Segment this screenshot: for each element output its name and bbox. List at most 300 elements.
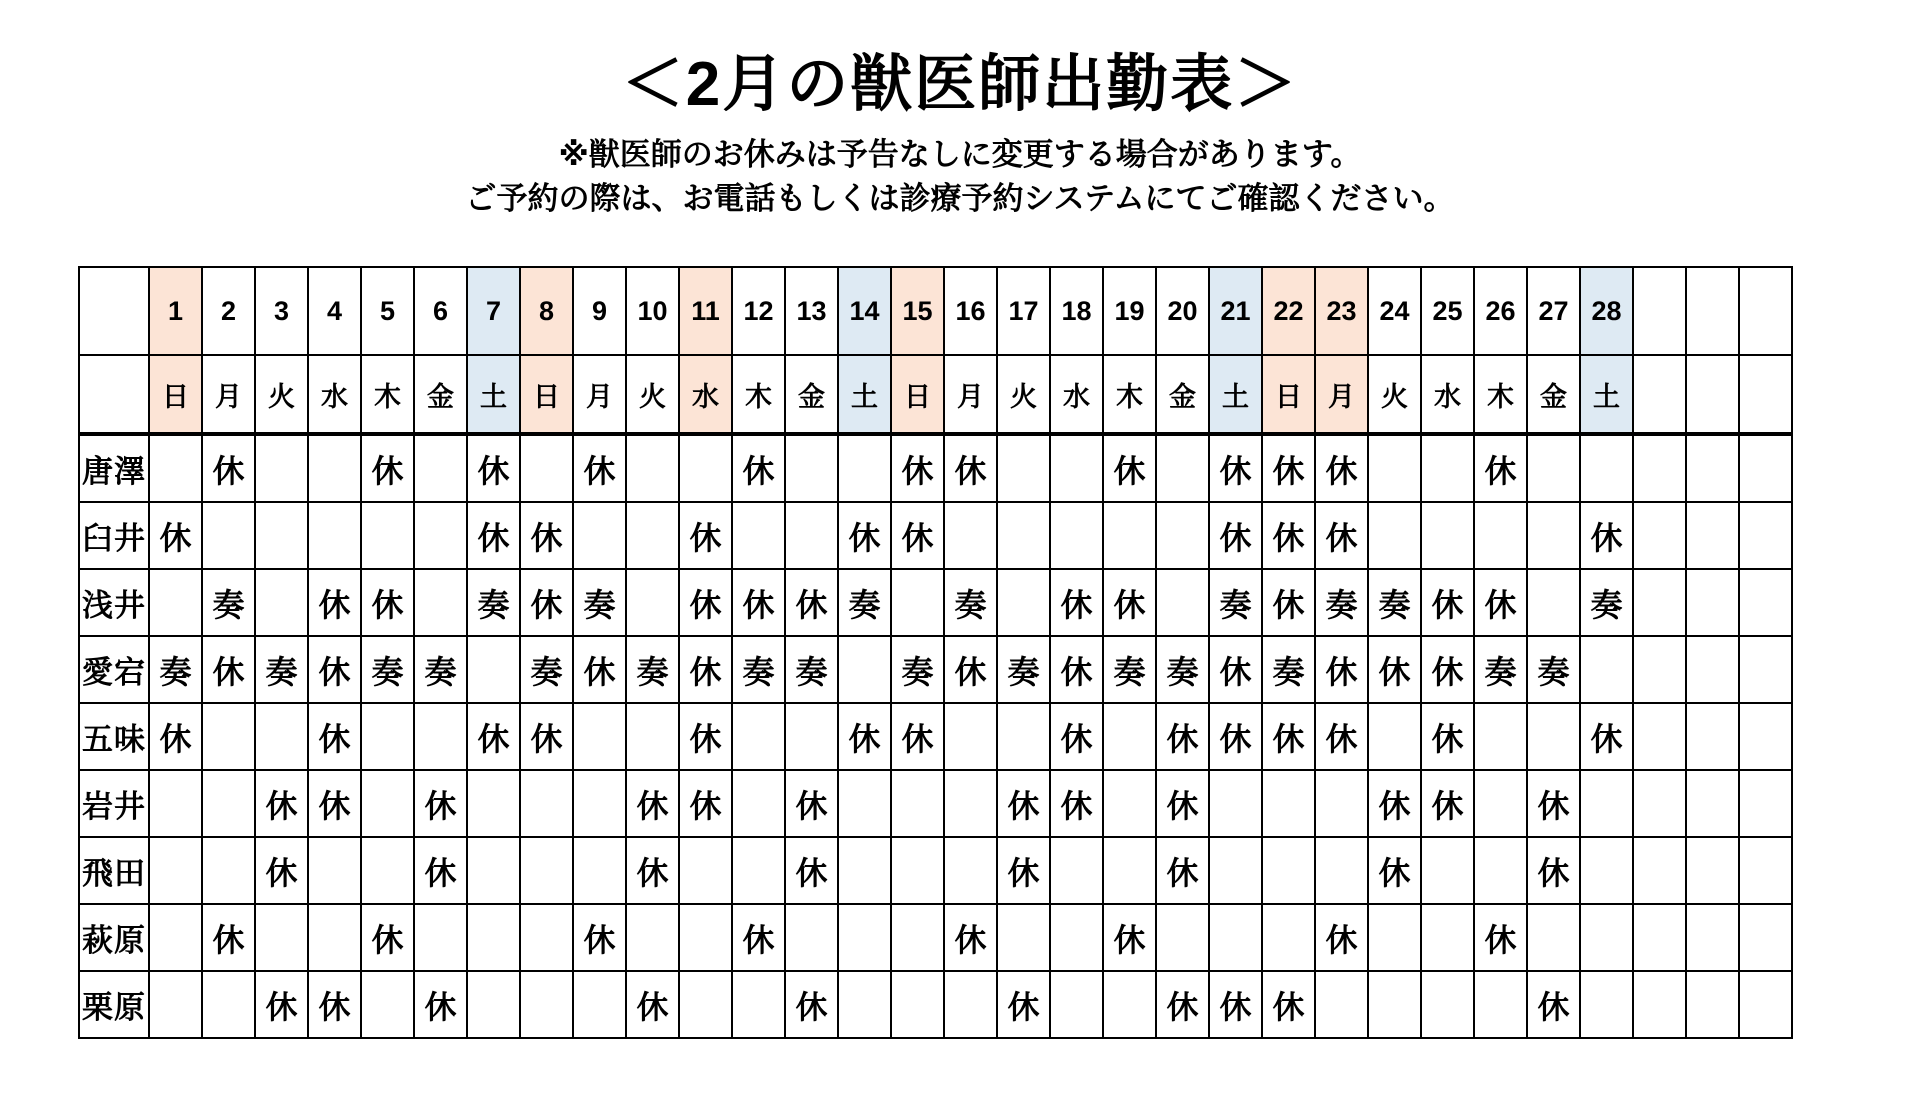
date-cell: 3 [255, 267, 308, 355]
mark-cell: 休 [785, 770, 838, 837]
empty-mark-cell [202, 837, 255, 904]
mark-cell: 休 [626, 770, 679, 837]
empty-mark-cell [1633, 971, 1686, 1038]
vet-name-cell: 岩井 [79, 770, 149, 837]
mark-cell: 休 [1262, 502, 1315, 569]
empty-mark-cell [1527, 434, 1580, 502]
date-cell: 2 [202, 267, 255, 355]
empty-mark-cell [1739, 971, 1792, 1038]
empty-mark-cell [997, 434, 1050, 502]
empty-mark-cell [679, 971, 732, 1038]
empty-mark-cell [255, 904, 308, 971]
empty-mark-cell [1474, 502, 1527, 569]
dow-cell: 金 [1156, 355, 1209, 434]
empty-mark-cell [1474, 971, 1527, 1038]
dow-cell: 水 [308, 355, 361, 434]
mark-cell: 休 [1103, 434, 1156, 502]
mark-cell: 休 [255, 770, 308, 837]
mark-cell: 休 [361, 569, 414, 636]
mark-cell: 奏 [149, 636, 202, 703]
mark-cell: 休 [944, 434, 997, 502]
mark-cell: 奏 [944, 569, 997, 636]
mark-cell: 奏 [255, 636, 308, 703]
mark-cell: 休 [202, 904, 255, 971]
dow-cell: 日 [1262, 355, 1315, 434]
dow-cell: 火 [1368, 355, 1421, 434]
empty-mark-cell [520, 904, 573, 971]
mark-cell: 休 [785, 837, 838, 904]
date-cell: 15 [891, 267, 944, 355]
mark-cell: 休 [1103, 569, 1156, 636]
date-cell: 6 [414, 267, 467, 355]
date-cell: 4 [308, 267, 361, 355]
mark-cell: 休 [1368, 770, 1421, 837]
mark-cell: 休 [308, 569, 361, 636]
mark-cell: 休 [997, 837, 1050, 904]
empty-mark-cell [626, 703, 679, 770]
empty-mark-cell [1633, 636, 1686, 703]
empty-mark-cell [997, 904, 1050, 971]
empty-mark-cell [1580, 636, 1633, 703]
empty-mark-cell [520, 837, 573, 904]
empty-mark-cell [467, 904, 520, 971]
empty-mark-cell [573, 837, 626, 904]
mark-cell: 休 [626, 837, 679, 904]
empty-mark-cell [679, 837, 732, 904]
empty-mark-cell [838, 971, 891, 1038]
mark-cell: 休 [1368, 837, 1421, 904]
empty-mark-cell [149, 569, 202, 636]
empty-mark-cell [361, 770, 414, 837]
empty-mark-cell [1421, 502, 1474, 569]
empty-mark-cell [255, 502, 308, 569]
date-cell: 13 [785, 267, 838, 355]
empty-mark-cell [1686, 703, 1739, 770]
empty-mark-cell [467, 837, 520, 904]
empty-mark-cell [1050, 837, 1103, 904]
mark-cell: 休 [467, 703, 520, 770]
empty-mark-cell [1156, 904, 1209, 971]
mark-cell: 休 [1580, 502, 1633, 569]
empty-mark-cell [1421, 434, 1474, 502]
empty-mark-cell [414, 703, 467, 770]
empty-mark-cell [1686, 434, 1739, 502]
vet-name-cell: 浅井 [79, 569, 149, 636]
empty-mark-cell [891, 770, 944, 837]
empty-mark-cell [1686, 502, 1739, 569]
mark-cell: 休 [1209, 703, 1262, 770]
dow-cell: 火 [626, 355, 679, 434]
empty-mark-cell [1421, 971, 1474, 1038]
mark-cell: 奏 [626, 636, 679, 703]
mark-cell: 休 [1527, 837, 1580, 904]
mark-cell: 休 [732, 569, 785, 636]
mark-cell: 休 [202, 434, 255, 502]
dow-cell: 日 [891, 355, 944, 434]
empty-mark-cell [308, 502, 361, 569]
empty-mark-cell [1527, 904, 1580, 971]
mark-cell: 休 [361, 904, 414, 971]
empty-mark-cell [732, 971, 785, 1038]
dow-cell: 火 [255, 355, 308, 434]
dow-cell: 金 [414, 355, 467, 434]
date-cell: 19 [1103, 267, 1156, 355]
dow-cell: 火 [997, 355, 1050, 434]
empty-mark-cell [997, 703, 1050, 770]
mark-cell: 休 [308, 770, 361, 837]
dow-cell: 木 [732, 355, 785, 434]
attendance-table [78, 266, 1793, 1039]
mark-cell: 奏 [1527, 636, 1580, 703]
mark-cell: 奏 [202, 569, 255, 636]
empty-mark-cell [1315, 971, 1368, 1038]
dow-cell: 水 [1421, 355, 1474, 434]
empty-mark-cell [414, 904, 467, 971]
corner-cell [79, 267, 149, 355]
empty-mark-cell [1580, 770, 1633, 837]
empty-mark-cell [1686, 569, 1739, 636]
mark-cell: 奏 [1103, 636, 1156, 703]
mark-cell: 休 [785, 569, 838, 636]
mark-cell: 休 [1474, 904, 1527, 971]
mark-cell: 休 [308, 636, 361, 703]
vet-row [79, 434, 1792, 502]
dow-cell: 土 [1209, 355, 1262, 434]
mark-cell: 休 [414, 837, 467, 904]
empty-header-cell [1633, 355, 1686, 434]
mark-cell: 休 [1262, 434, 1315, 502]
mark-cell: 休 [1315, 636, 1368, 703]
empty-mark-cell [785, 434, 838, 502]
empty-mark-cell [891, 837, 944, 904]
empty-mark-cell [1209, 770, 1262, 837]
empty-mark-cell [308, 434, 361, 502]
empty-header-cell [1686, 267, 1739, 355]
empty-mark-cell [1580, 971, 1633, 1038]
vet-row [79, 569, 1792, 636]
mark-cell: 休 [732, 434, 785, 502]
mark-cell: 休 [891, 703, 944, 770]
empty-mark-cell [838, 636, 891, 703]
mark-cell: 休 [997, 971, 1050, 1038]
dow-cell: 月 [944, 355, 997, 434]
empty-mark-cell [202, 703, 255, 770]
empty-mark-cell [361, 971, 414, 1038]
date-cell: 28 [1580, 267, 1633, 355]
date-cell: 21 [1209, 267, 1262, 355]
mark-cell: 休 [838, 703, 891, 770]
date-cell: 26 [1474, 267, 1527, 355]
empty-mark-cell [1262, 837, 1315, 904]
empty-mark-cell [414, 569, 467, 636]
mark-cell: 休 [361, 434, 414, 502]
empty-mark-cell [626, 569, 679, 636]
empty-mark-cell [1633, 837, 1686, 904]
date-cell: 23 [1315, 267, 1368, 355]
dow-cell: 日 [520, 355, 573, 434]
mark-cell: 休 [1209, 434, 1262, 502]
mark-cell: 奏 [997, 636, 1050, 703]
empty-mark-cell [1156, 434, 1209, 502]
vet-row [79, 502, 1792, 569]
date-cell: 12 [732, 267, 785, 355]
mark-cell: 休 [1474, 434, 1527, 502]
empty-mark-cell [785, 904, 838, 971]
date-cell: 20 [1156, 267, 1209, 355]
empty-mark-cell [944, 502, 997, 569]
vet-name-cell: 栗原 [79, 971, 149, 1038]
mark-cell: 休 [1156, 837, 1209, 904]
empty-mark-cell [1262, 770, 1315, 837]
empty-mark-cell [1050, 502, 1103, 569]
date-cell: 14 [838, 267, 891, 355]
mark-cell: 休 [520, 703, 573, 770]
mark-cell: 休 [732, 904, 785, 971]
dow-cell: 水 [679, 355, 732, 434]
empty-mark-cell [573, 971, 626, 1038]
mark-cell: 休 [467, 502, 520, 569]
mark-cell: 休 [1421, 569, 1474, 636]
empty-mark-cell [1633, 703, 1686, 770]
mark-cell: 休 [1156, 770, 1209, 837]
empty-mark-cell [361, 703, 414, 770]
vet-row [79, 904, 1792, 971]
mark-cell: 休 [149, 703, 202, 770]
empty-mark-cell [1474, 770, 1527, 837]
mark-cell: 休 [838, 502, 891, 569]
dow-cell: 木 [1474, 355, 1527, 434]
empty-mark-cell [891, 904, 944, 971]
empty-mark-cell [785, 703, 838, 770]
mark-cell: 休 [679, 502, 732, 569]
mark-cell: 休 [1368, 636, 1421, 703]
empty-mark-cell [1209, 904, 1262, 971]
empty-mark-cell [1527, 569, 1580, 636]
empty-mark-cell [1633, 569, 1686, 636]
empty-mark-cell [891, 971, 944, 1038]
mark-cell: 休 [1262, 971, 1315, 1038]
notice [0, 133, 1920, 221]
empty-mark-cell [1209, 837, 1262, 904]
empty-mark-cell [785, 502, 838, 569]
empty-header-cell [1633, 267, 1686, 355]
mark-cell: 奏 [732, 636, 785, 703]
mark-cell: 休 [1315, 434, 1368, 502]
empty-mark-cell [838, 770, 891, 837]
empty-mark-cell [1739, 502, 1792, 569]
mark-cell: 休 [202, 636, 255, 703]
mark-cell: 奏 [1209, 569, 1262, 636]
mark-cell: 休 [1103, 904, 1156, 971]
empty-mark-cell [944, 703, 997, 770]
mark-cell: 休 [255, 837, 308, 904]
mark-cell: 奏 [1368, 569, 1421, 636]
mark-cell: 休 [1315, 904, 1368, 971]
mark-cell: 休 [785, 971, 838, 1038]
empty-mark-cell [573, 770, 626, 837]
vet-row [79, 971, 1792, 1038]
mark-cell: 休 [1474, 569, 1527, 636]
mark-cell: 休 [679, 770, 732, 837]
vet-name-cell: 愛宕 [79, 636, 149, 703]
mark-cell: 休 [1050, 703, 1103, 770]
empty-mark-cell [1739, 434, 1792, 502]
mark-cell: 奏 [1315, 569, 1368, 636]
mark-cell: 休 [1262, 569, 1315, 636]
empty-mark-cell [467, 636, 520, 703]
empty-mark-cell [1421, 837, 1474, 904]
empty-mark-cell [255, 569, 308, 636]
empty-mark-cell [1103, 770, 1156, 837]
dow-cell: 月 [1315, 355, 1368, 434]
empty-mark-cell [838, 434, 891, 502]
mark-cell: 休 [626, 971, 679, 1038]
empty-mark-cell [1050, 434, 1103, 502]
dow-cell: 土 [467, 355, 520, 434]
date-cell: 16 [944, 267, 997, 355]
empty-mark-cell [1156, 502, 1209, 569]
empty-mark-cell [838, 904, 891, 971]
empty-mark-cell [1103, 502, 1156, 569]
empty-mark-cell [1686, 904, 1739, 971]
empty-mark-cell [467, 770, 520, 837]
empty-mark-cell [149, 434, 202, 502]
mark-cell: 休 [520, 569, 573, 636]
dow-cell: 月 [202, 355, 255, 434]
dow-cell: 土 [1580, 355, 1633, 434]
empty-mark-cell [1050, 904, 1103, 971]
empty-header-cell [1686, 355, 1739, 434]
empty-mark-cell [1262, 904, 1315, 971]
mark-cell: 奏 [785, 636, 838, 703]
date-cell: 25 [1421, 267, 1474, 355]
mark-cell: 休 [1156, 703, 1209, 770]
empty-mark-cell [732, 837, 785, 904]
mark-cell: 休 [414, 971, 467, 1038]
empty-mark-cell [1156, 569, 1209, 636]
mark-cell: 休 [1315, 703, 1368, 770]
empty-mark-cell [255, 434, 308, 502]
empty-mark-cell [732, 703, 785, 770]
dow-cell: 月 [573, 355, 626, 434]
date-cell: 22 [1262, 267, 1315, 355]
date-cell: 10 [626, 267, 679, 355]
dow-cell: 木 [361, 355, 414, 434]
empty-mark-cell [679, 434, 732, 502]
empty-mark-cell [1739, 703, 1792, 770]
empty-mark-cell [1315, 770, 1368, 837]
empty-mark-cell [1368, 434, 1421, 502]
vet-name-cell: 飛田 [79, 837, 149, 904]
empty-mark-cell [149, 770, 202, 837]
notice-line-1: ※獣医師のお休みは予告なしに変更する場合があります。 [558, 137, 1362, 172]
dow-cell: 金 [785, 355, 838, 434]
date-cell: 1 [149, 267, 202, 355]
empty-mark-cell [520, 434, 573, 502]
mark-cell: 休 [414, 770, 467, 837]
empty-mark-cell [679, 904, 732, 971]
empty-mark-cell [414, 502, 467, 569]
mark-cell: 奏 [573, 569, 626, 636]
empty-mark-cell [1103, 971, 1156, 1038]
mark-cell: 奏 [891, 636, 944, 703]
empty-mark-cell [467, 971, 520, 1038]
mark-cell: 休 [1209, 502, 1262, 569]
mark-cell: 休 [891, 434, 944, 502]
empty-mark-cell [838, 837, 891, 904]
dow-cell: 水 [1050, 355, 1103, 434]
mark-cell: 休 [573, 904, 626, 971]
empty-mark-cell [1739, 569, 1792, 636]
empty-mark-cell [149, 837, 202, 904]
empty-mark-cell [1421, 904, 1474, 971]
empty-mark-cell [1368, 904, 1421, 971]
vet-name-cell: 萩原 [79, 904, 149, 971]
empty-mark-cell [308, 837, 361, 904]
page-title: ＜2月の獣医師出勤表＞ [621, 50, 1299, 119]
empty-mark-cell [1368, 502, 1421, 569]
mark-cell: 休 [891, 502, 944, 569]
dow-cell: 金 [1527, 355, 1580, 434]
mark-cell: 休 [308, 703, 361, 770]
empty-mark-cell [626, 904, 679, 971]
empty-mark-cell [1686, 837, 1739, 904]
mark-cell: 奏 [1262, 636, 1315, 703]
empty-mark-cell [1580, 837, 1633, 904]
empty-mark-cell [997, 569, 1050, 636]
mark-cell: 奏 [467, 569, 520, 636]
dow-cell: 日 [149, 355, 202, 434]
mark-cell: 休 [1421, 636, 1474, 703]
mark-cell: 休 [573, 434, 626, 502]
empty-mark-cell [1050, 971, 1103, 1038]
empty-mark-cell [732, 502, 785, 569]
empty-mark-cell [1580, 904, 1633, 971]
vet-name-cell: 臼井 [79, 502, 149, 569]
empty-mark-cell [1686, 971, 1739, 1038]
mark-cell: 休 [1421, 703, 1474, 770]
date-cell: 5 [361, 267, 414, 355]
empty-mark-cell [626, 434, 679, 502]
empty-mark-cell [520, 770, 573, 837]
mark-cell: 休 [1050, 770, 1103, 837]
date-cell: 27 [1527, 267, 1580, 355]
empty-mark-cell [1686, 636, 1739, 703]
vet-name-cell: 五味 [79, 703, 149, 770]
date-cell: 17 [997, 267, 1050, 355]
date-cell: 9 [573, 267, 626, 355]
empty-mark-cell [1633, 502, 1686, 569]
empty-mark-cell [944, 971, 997, 1038]
empty-mark-cell [361, 502, 414, 569]
mark-cell: 奏 [838, 569, 891, 636]
empty-mark-cell [1527, 502, 1580, 569]
date-cell: 11 [679, 267, 732, 355]
mark-cell: 休 [1209, 636, 1262, 703]
mark-cell: 奏 [1580, 569, 1633, 636]
empty-mark-cell [1633, 904, 1686, 971]
mark-cell: 休 [308, 971, 361, 1038]
empty-mark-cell [573, 703, 626, 770]
mark-cell: 奏 [1156, 636, 1209, 703]
empty-mark-cell [626, 502, 679, 569]
empty-mark-cell [414, 434, 467, 502]
mark-cell: 休 [1315, 502, 1368, 569]
empty-mark-cell [997, 502, 1050, 569]
empty-mark-cell [1686, 770, 1739, 837]
empty-mark-cell [573, 502, 626, 569]
mark-cell: 休 [679, 636, 732, 703]
